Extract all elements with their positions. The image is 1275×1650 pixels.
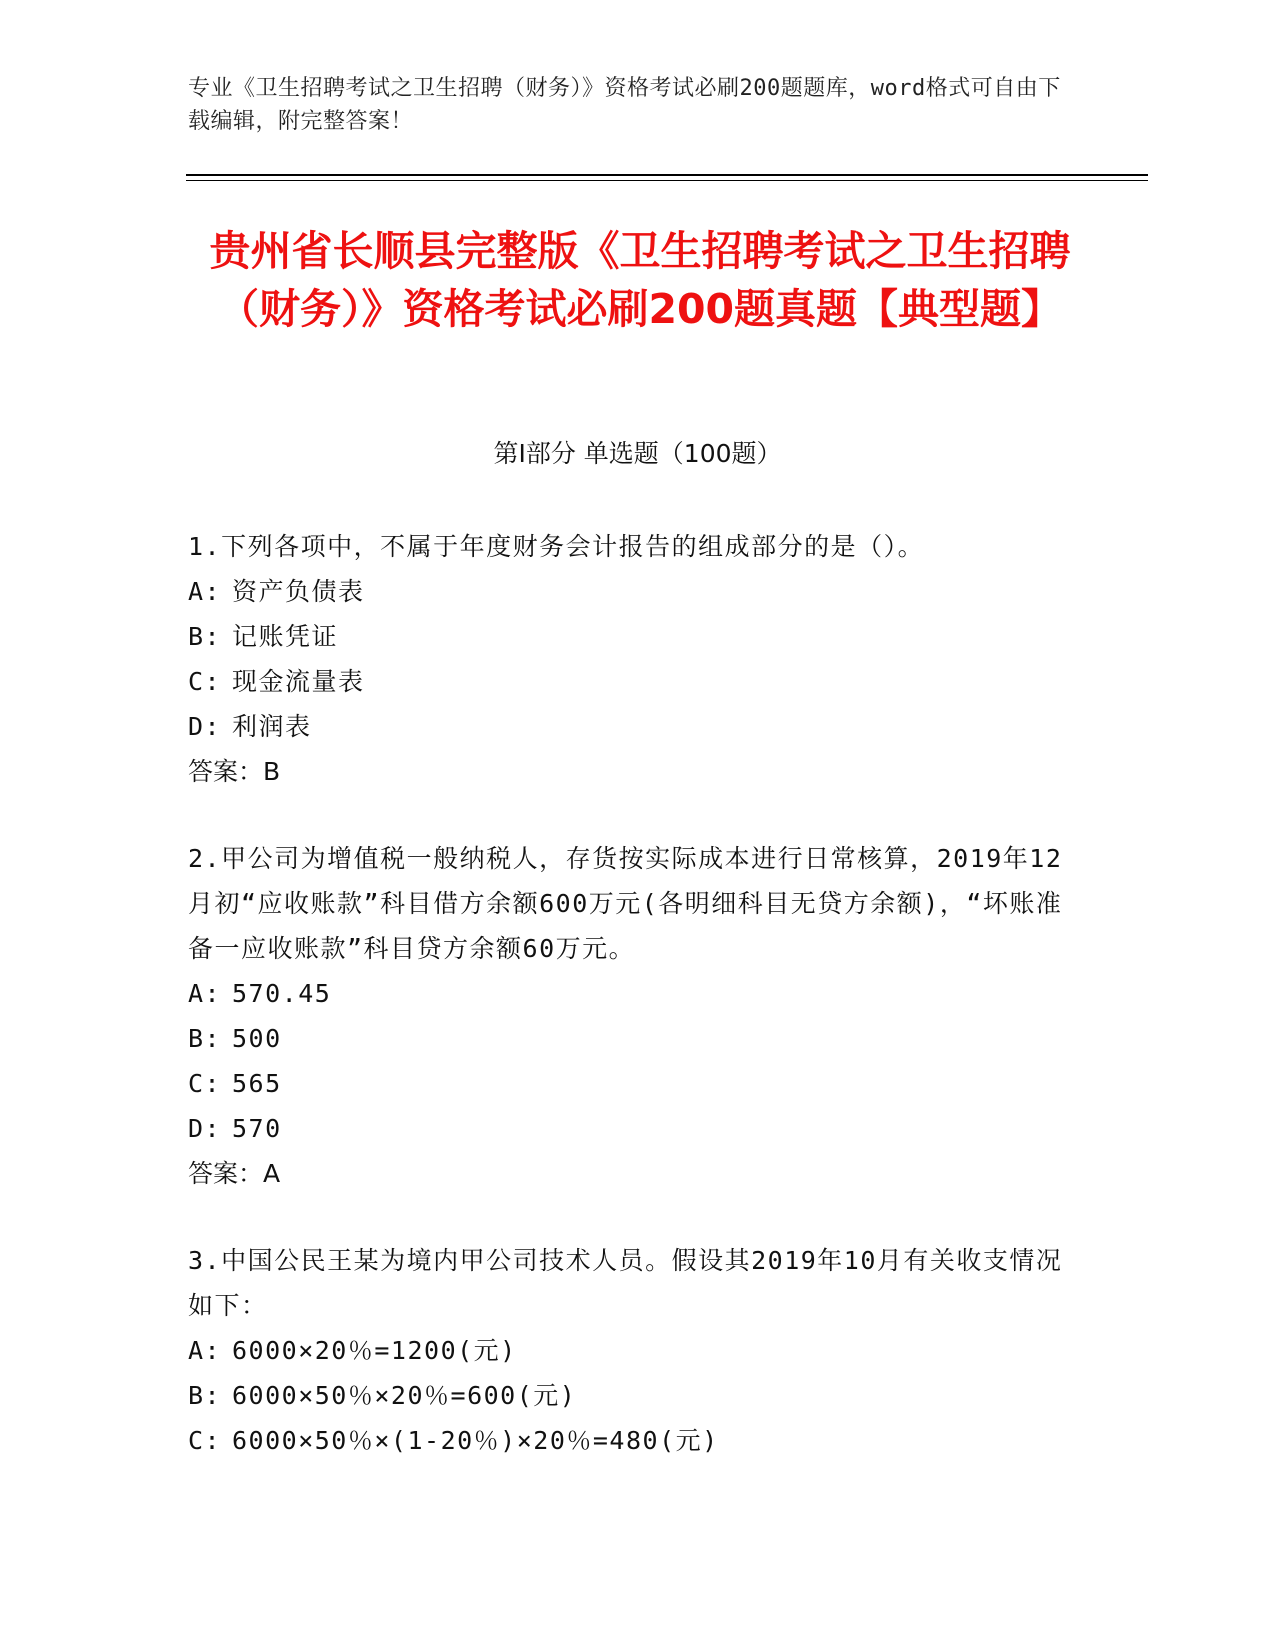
option-text: 6000×50％×(1-20％)×20％=480(元): [232, 1426, 719, 1455]
section-heading: 第Ⅰ部分 单选题（100题）: [493, 439, 782, 468]
option-a: [188, 971, 1068, 1016]
option-text: 570.45: [232, 979, 332, 1008]
option-text: 6000×50％×20％=600(元): [232, 1381, 577, 1410]
option-b: [188, 1016, 1068, 1061]
option-text: 500: [232, 1024, 282, 1053]
option-b: [188, 614, 1068, 659]
option-letter: D:: [188, 712, 222, 741]
option-letter: A:: [188, 1336, 222, 1365]
option-letter: C:: [188, 667, 222, 696]
option-text: 资产负债表: [232, 577, 365, 606]
option-c: [188, 1061, 1068, 1106]
option-letter: B:: [188, 622, 222, 651]
option-text: 现金流量表: [232, 667, 365, 696]
option-text: 570: [232, 1114, 282, 1143]
option-letter: B:: [188, 1381, 222, 1410]
option-letter: C:: [188, 1069, 222, 1098]
option-c: [188, 659, 1068, 704]
header-rule-thick: [186, 174, 1148, 176]
question-3: [188, 1238, 1068, 1463]
header-rule-thin: [186, 180, 1148, 181]
option-letter: B:: [188, 1024, 222, 1053]
option-a: [188, 569, 1068, 614]
question-stem: 2.甲公司为增值税一般纳税人，存货按实际成本进行日常核算，2019年12月初“应收账款”科目借方余额600万元(各明细科目无贷方余额)，“坏账准备一应收账款”科目贷方余额60万元。: [188, 844, 1063, 963]
option-letter: C:: [188, 1426, 222, 1455]
option-text: 6000×20％=1200(元): [232, 1336, 517, 1365]
option-letter: A:: [188, 577, 222, 606]
option-text: 565: [232, 1069, 282, 1098]
question-stem: 1.下列各项中，不属于年度财务会计报告的组成部分的是（）。: [188, 532, 925, 561]
option-a: [188, 1328, 1068, 1373]
answer-line: 答案：B: [188, 757, 281, 786]
option-c: [188, 1418, 1068, 1463]
option-text: 记账凭证: [232, 622, 339, 651]
question-list: [188, 524, 1068, 1505]
option-d: [188, 704, 1068, 749]
option-letter: D:: [188, 1114, 222, 1143]
option-text: 利润表: [232, 712, 312, 741]
option-b: [188, 1373, 1068, 1418]
option-d: [188, 1106, 1068, 1151]
question-1: [188, 524, 1068, 794]
answer-line: 答案：A: [188, 1159, 281, 1188]
question-2: [188, 836, 1068, 1196]
document-title: 贵州省长顺县完整版《卫生招聘考试之卫生招聘（财务）》资格考试必刷200题真题【典型题】: [209, 227, 1071, 333]
header-note: 专业《卫生招聘考试之卫生招聘（财务）》资格考试必刷200题题库，word格式可自由下载编辑，附完整答案！: [188, 76, 1061, 134]
question-stem: 3.中国公民王某为境内甲公司技术人员。假设其2019年10月有关收支情况如下：: [188, 1246, 1063, 1320]
option-letter: A:: [188, 979, 222, 1008]
